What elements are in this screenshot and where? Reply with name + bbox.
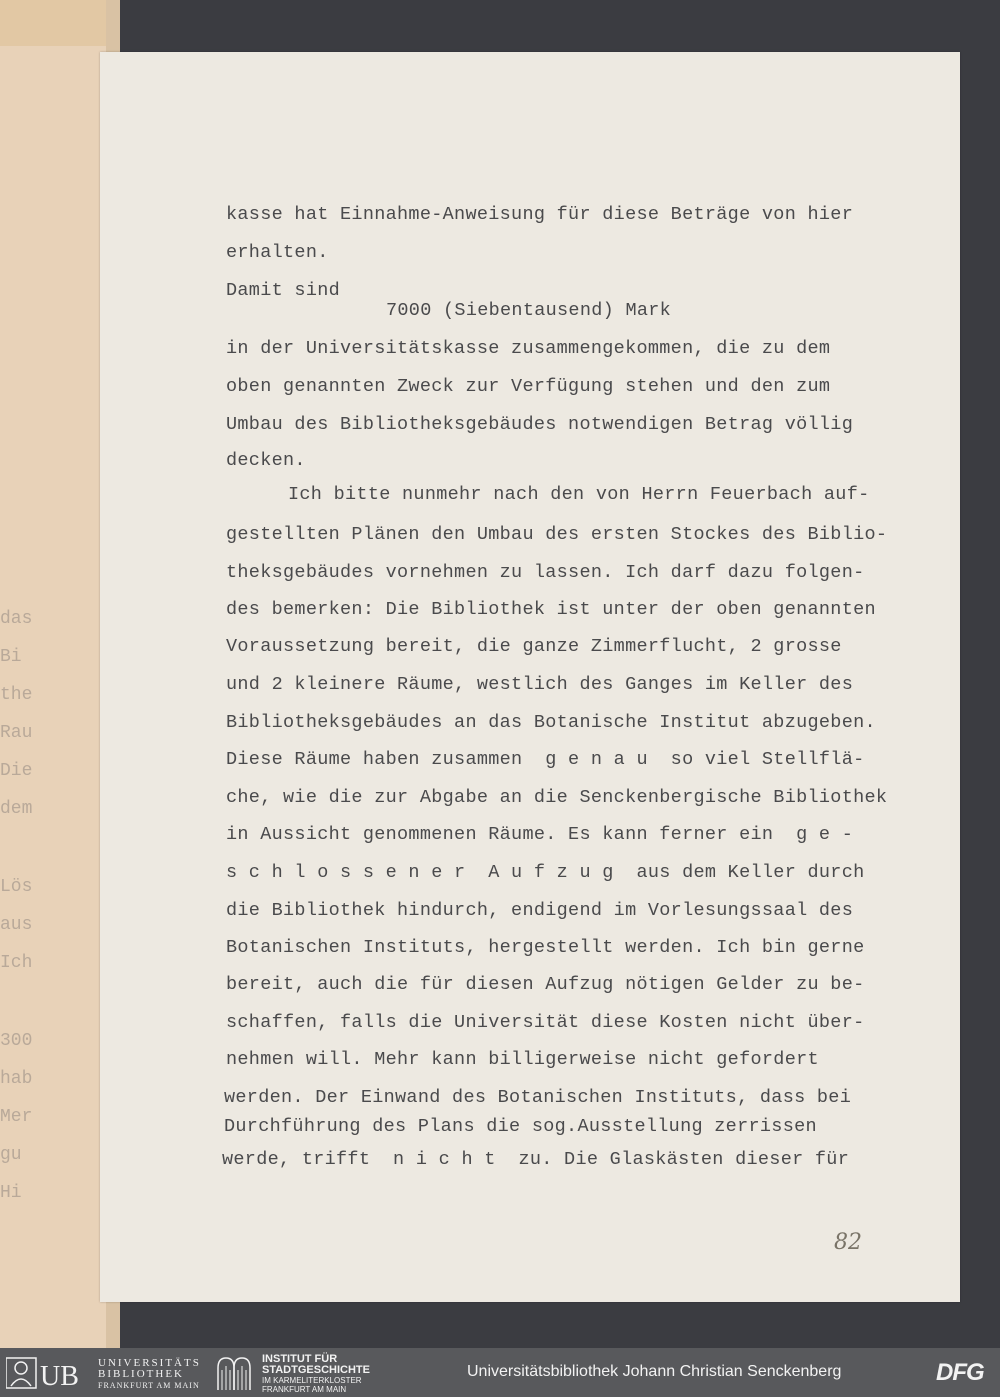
text-line: Durchführung des Plans die sog.Ausstellung zerrissen <box>224 1116 817 1137</box>
text-line: bereit, auch die für diesen Aufzug nötigen Gelder zu be- <box>226 974 865 995</box>
ifs-line-4: FRANKFURT AM MAIN <box>262 1385 347 1394</box>
text-line: erhalten. <box>226 242 329 263</box>
ub-logo-letters: UB <box>40 1361 79 1390</box>
text-line: in Aussicht genommenen Räume. Es kann ferner ein g e - <box>226 824 854 845</box>
underlying-fragment: Bi <box>0 647 22 667</box>
text-line: Ich bitte nunmehr nach den von Herrn Feuerbach auf- <box>288 484 870 505</box>
underlying-fragment: das <box>0 609 33 629</box>
ifs-name <box>262 1354 370 1394</box>
text-line: werden. Der Einwand des Botanischen Instituts, dass bei <box>224 1087 852 1108</box>
text-line: werde, trifft n i c h t zu. Die Glaskästen dieser für <box>222 1149 850 1170</box>
text-line: che, wie die zur Abgabe an die Senckenbergische Bibliothek <box>226 787 888 808</box>
underlying-fragment: Rau <box>0 723 33 743</box>
text-line: decken. <box>226 450 306 471</box>
underlying-page-top <box>0 0 120 46</box>
ub-line-3: FRANKFURT AM MAIN <box>98 1381 200 1390</box>
underlying-fragment: hab <box>0 1069 33 1089</box>
dfg-logo: DFG <box>936 1359 984 1386</box>
text-line: Umbau des Bibliotheksgebäudes notwendigen Betrag völlig <box>226 414 854 435</box>
ub-line-1: UNIVERSITÄTS <box>98 1357 201 1369</box>
underlying-fragment: 300 <box>0 1031 33 1051</box>
ifs-line-1: INSTITUT FÜR <box>262 1353 338 1365</box>
text-line: oben genannten Zweck zur Verfügung stehen und den zum <box>226 376 831 397</box>
text-line: kasse hat Einnahme-Anweisung für diese Beträge von hier <box>226 204 854 225</box>
text-line: und 2 kleinere Räume, westlich des Ganges im Keller des <box>226 674 854 695</box>
text-line: in der Universitätskasse zusammengekommen, die zu dem <box>226 338 831 359</box>
text-line: Diese Räume haben zusammen g e n a u so viel Stellflä- <box>226 749 865 770</box>
underlying-fragment: Die <box>0 761 33 781</box>
text-line: nehmen will. Mehr kann billigerweise nicht gefordert <box>226 1049 819 1070</box>
text-line: theksgebäudes vornehmen zu lassen. Ich darf dazu folgen- <box>226 562 865 583</box>
underlying-fragment: Ich <box>0 953 33 973</box>
text-line: 7000 (Siebentausend) Mark <box>386 300 672 321</box>
text-line: Botanischen Instituts, hergestellt werden. Ich bin gerne <box>226 937 865 958</box>
ifs-line-2: STADTGESCHICHTE <box>262 1364 370 1376</box>
page-number: 82 <box>834 1230 862 1255</box>
ub-logo-icon <box>6 1356 88 1390</box>
text-line: s c h l o s s e n e r A u f z u g aus dem Keller durch <box>226 862 865 883</box>
text-line: Voraussetzung bereit, die ganze Zimmerflucht, 2 grosse <box>226 636 842 657</box>
text-line: schaffen, falls die Universität diese Kosten nicht über- <box>226 1012 865 1033</box>
text-line: des bemerken: Die Bibliothek ist unter der oben genannten <box>226 599 876 620</box>
ub-name <box>98 1358 201 1391</box>
underlying-fragment: the <box>0 685 33 705</box>
footer-title: Universitätsbibliothek Johann Christian Senckenberg <box>467 1363 842 1380</box>
text-line: gestellten Plänen den Umbau des ersten Stockes des Biblio- <box>226 524 888 545</box>
ub-line-2: BIBLIOTHEK <box>98 1368 184 1380</box>
ifs-line-3: IM KARMELITERKLOSTER <box>262 1376 362 1385</box>
text-line: Bibliotheksgebäudes an das Botanische Institut abzugeben. <box>226 712 876 733</box>
underlying-fragment: Lös <box>0 877 33 897</box>
underlying-fragment: dem <box>0 799 33 819</box>
text-line: Damit sind <box>226 280 341 301</box>
underlying-fragment: Mer <box>0 1107 33 1127</box>
underlying-fragment: Hi <box>0 1183 22 1203</box>
ifs-logo-icon <box>214 1356 254 1390</box>
underlying-fragment: aus <box>0 915 33 935</box>
text-line: die Bibliothek hindurch, endigend im Vorlesungssaal des <box>226 900 854 921</box>
underlying-page-text <box>0 600 40 1212</box>
underlying-fragment: gu <box>0 1145 22 1165</box>
footer-bar <box>0 1348 1000 1397</box>
